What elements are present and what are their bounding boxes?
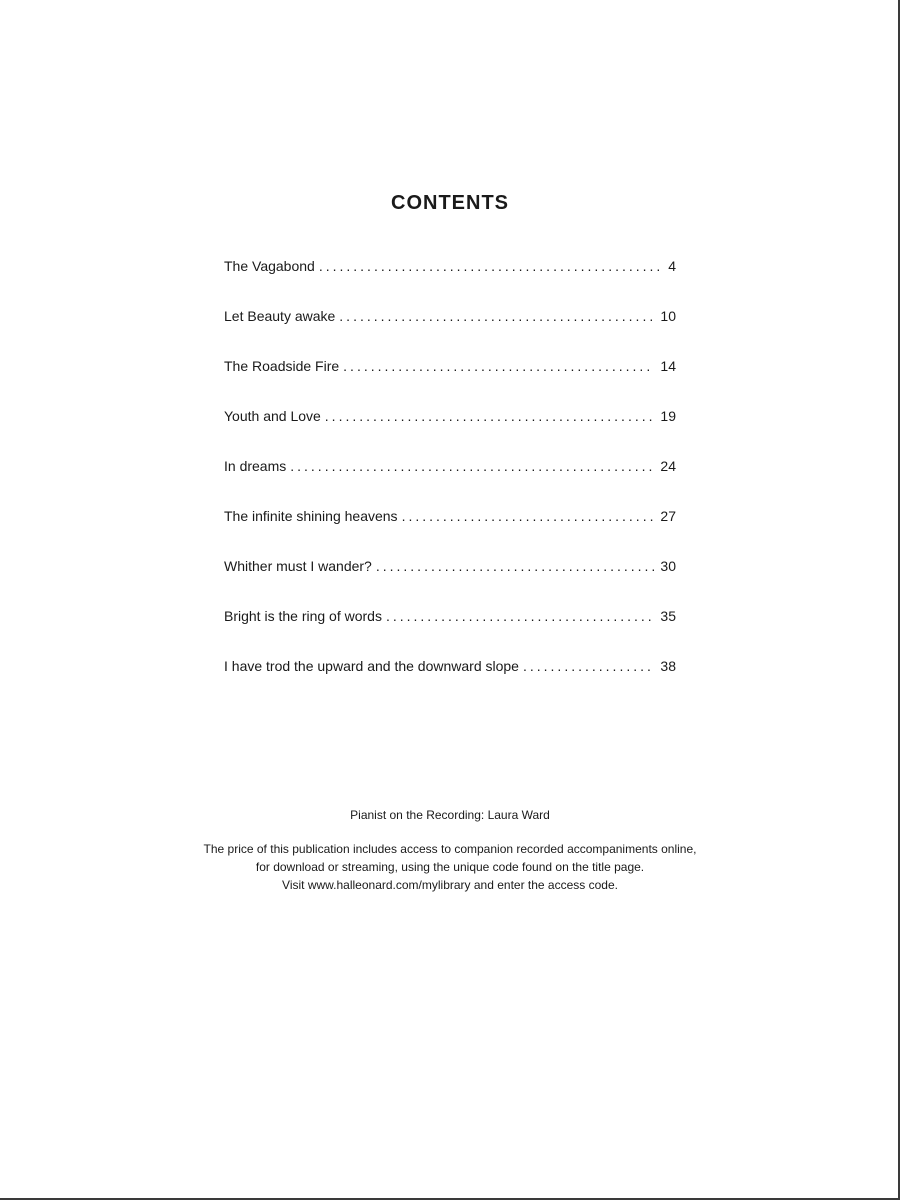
toc-entry: [224, 408, 676, 458]
toc-entry: [224, 358, 676, 408]
table-of-contents: [224, 258, 676, 708]
toc-leader-dots: [325, 408, 655, 424]
toc-leader-dots: [339, 308, 654, 324]
access-notice-line: The price of this publication includes access to companion recorded accompaniments online,: [203, 842, 697, 856]
toc-entry: [224, 458, 676, 508]
pianist-credit: Pianist on the Recording: Laura Ward: [350, 808, 550, 822]
toc-entry-page: 19: [660, 408, 676, 424]
toc-entry-page: 14: [660, 358, 676, 374]
toc-entry-page: 27: [660, 508, 676, 524]
access-notice-line: for download or streaming, using the unique code found on the title page.: [255, 860, 645, 874]
toc-entry-title: Let Beauty awake: [224, 308, 336, 324]
toc-entry-page: 38: [660, 658, 676, 674]
toc-leader-dots: [319, 258, 662, 274]
toc-entry-page: 24: [660, 458, 676, 474]
toc-entry: [224, 558, 676, 608]
toc-entry-title: Bright is the ring of words: [224, 608, 382, 624]
toc-entry: [224, 508, 676, 558]
toc-leader-dots: [376, 558, 655, 574]
toc-entry-page: 30: [660, 558, 676, 574]
access-notice-line: Visit www.halleonard.com/mylibrary and enter the access code.: [282, 878, 618, 892]
contents-heading: CONTENTS: [391, 192, 509, 214]
toc-entry-title: I have trod the upward and the downward slope: [224, 658, 519, 674]
toc-entry-title: The infinite shining heavens: [224, 508, 398, 524]
toc-entry-title: In dreams: [224, 458, 287, 474]
toc-entry: [224, 658, 676, 708]
toc-entry-page: 10: [660, 308, 676, 324]
toc-entry-title: Youth and Love: [224, 408, 321, 424]
toc-leader-dots: [523, 658, 654, 674]
toc-leader-dots: [343, 358, 654, 374]
toc-entry-title: Whither must I wander?: [224, 558, 372, 574]
toc-entry-title: The Vagabond: [224, 258, 315, 274]
toc-entry: [224, 258, 676, 308]
toc-entry: [224, 308, 676, 358]
toc-entry-page: 4: [668, 258, 676, 274]
toc-leader-dots: [290, 458, 654, 474]
toc-leader-dots: [402, 508, 655, 524]
toc-entry: [224, 608, 676, 658]
toc-entry-page: 35: [660, 608, 676, 624]
toc-entry-title: The Roadside Fire: [224, 358, 340, 374]
access-notice: [0, 840, 900, 894]
toc-leader-dots: [386, 608, 654, 624]
